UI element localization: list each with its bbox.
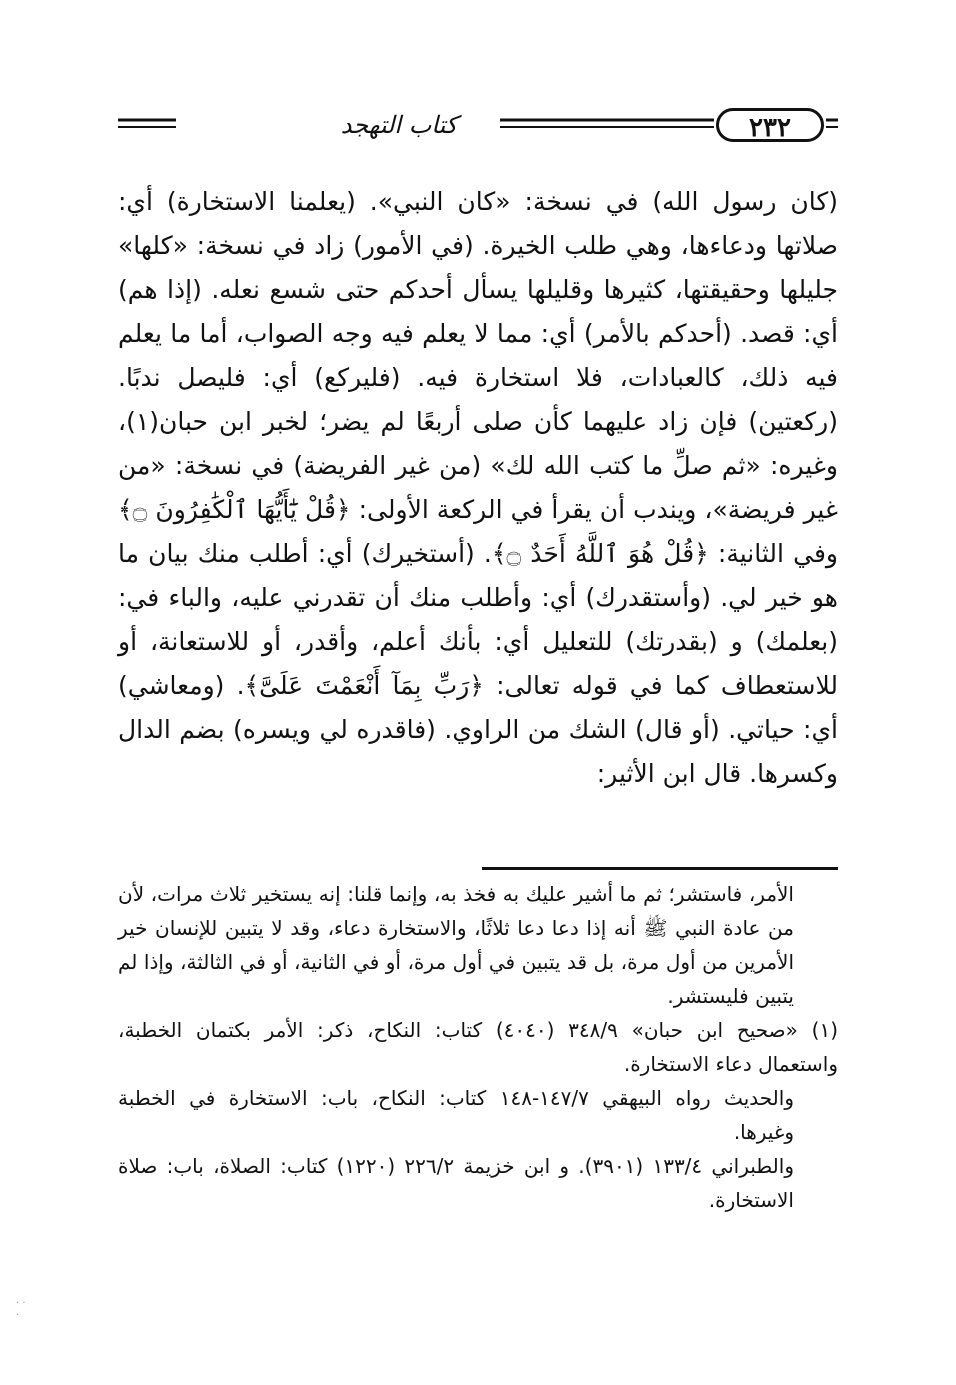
main-text (118, 180, 838, 796)
book-title: كتاب التهجد (298, 111, 500, 139)
footnote-divider (482, 867, 838, 870)
footnotes (118, 877, 838, 1217)
footnote-1 (118, 1013, 838, 1081)
page-header (118, 102, 838, 150)
page-number: ٢٣٢ (716, 108, 824, 142)
footnote-1-marker: (١) (811, 1018, 838, 1042)
footnote-1-line-3: والطبراني ١٣٣/٤ (٣٩٠١). و ابن خزيمة ٢٢٦/٢ (١٢٢٠) كتاب: الصلاة، باب: صلاة الاستخارة. (118, 1154, 794, 1212)
margin-dots: · · · (16, 1298, 26, 1321)
main-paragraph: (كان رسول الله) في نسخة: «كان النبي». (يعلمنا الاستخارة) أي: صلاتها ودعاءها، وهي طلب الخيرة. (في الأمور) زاد في نسخة: «كلها» جليلها وحقيقتها، كثيرها وقليلها يسأل أحدكم حتى شسع نعله. (إذا هم) أي: قصد. (أحدكم بالأمر) أي: مما لا يعلم فيه وجه الصواب، أما ما يعلم فيه ذلك، كالعبادات، فلا استخارة فيه. (فليركع) أي: فليصل ندبًا. (ركعتين) فإن زاد عليهما كأن صلى أربعًا لم يضر؛ لخبر ابن حبان(١)، وغيره: «ثم صلِّ ما كتب الله لك» (من غير الفريضة) في نسخة: «من غير فريضة»، ويندب أن يقرأ في الركعة الأولى: ﴿قُلْ يَٰٓأَيُّهَا ٱلْكَٰفِرُونَ ۝﴾ وفي الثانية: ﴿قُلْ هُوَ ٱللَّهُ أَحَدٌ ۝﴾. (أستخيرك) أي: أطلب منك بيان ما هو خير لي. (وأستقدرك) أي: وأطلب منك أن تقدرني عليه، والباء في: (بعلمك) و (بقدرتك) للتعليل أي: بأنك أعلم، وأقدر، أو للاستعانة، أو للاستعطاف كما في قوله تعالى: ﴿رَبِّ بِمَآ أَنْعَمْتَ عَلَىَّ﴾. (ومعاشي) أي: حياتي. (أو قال) الشك من الراوي. (فاقدره لي ويسره) بضم الدال وكسرها. قال ابن الأثير: (118, 187, 838, 788)
footnote-continued: الأمر، فاستشر؛ ثم ما أشير عليك به فخذ به، وإنما قلنا: إنه يستخير ثلاث مرات، لأن من عادة النبي ﷺ أنه إذا دعا دعا ثلاثًا، والاستخارة دعاء، وقد لا يتبين للإنسان خير الأمرين من أول مرة، بل قد يتبين في أول مرة، أو في الثانية، أو في الثالثة، وإذا لم يتبين فليستشر. (118, 882, 794, 1008)
footnote-1-line-2: والحديث رواه البيهقي ١٤٧/٧-١٤٨ كتاب: النكاح، باب: الاستخارة في الخطبة وغيرها. (118, 1086, 794, 1144)
footnote-1-line-1: «صحيح ابن حبان» ٣٤٨/٩ (٤٠٤٠) كتاب: النكاح، ذكر: الأمر بكتمان الخطبة، واستعمال دعاء الاستخارة. (118, 1018, 838, 1076)
